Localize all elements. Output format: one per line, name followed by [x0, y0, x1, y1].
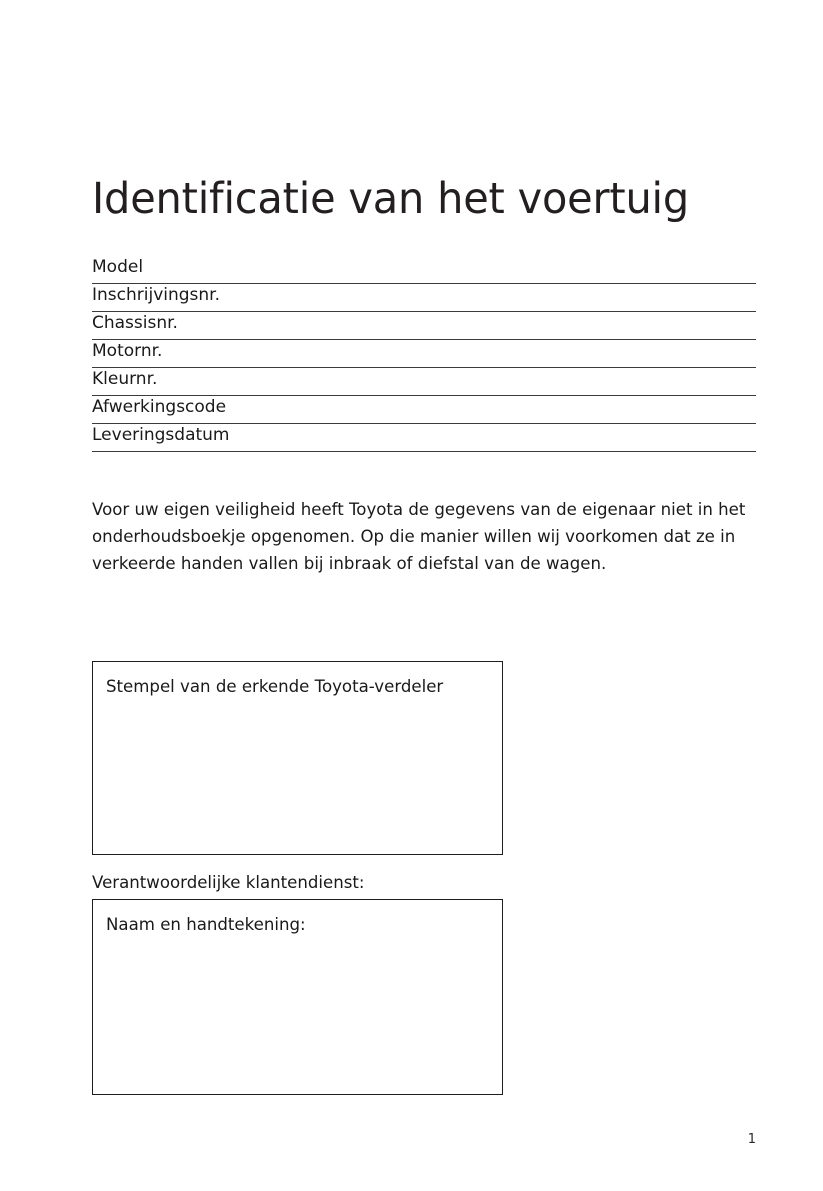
id-field-label-chassis-number: Chassisnr. [92, 313, 178, 333]
id-field-label-model: Model [92, 257, 144, 277]
customer-service-caption: Verantwoordelijke klantendienst: [92, 873, 365, 892]
id-field-row-colour-number[interactable] [92, 368, 756, 396]
id-field-label-delivery-date: Leveringsdatum [92, 425, 230, 445]
page-number: 1 [747, 1132, 756, 1147]
id-field-label-colour-number: Kleurnr. [92, 369, 158, 389]
vehicle-identification-field-list [92, 256, 756, 452]
id-field-row-delivery-date[interactable] [92, 424, 756, 452]
privacy-notice-paragraph: Voor uw eigen veiligheid heeft Toyota de gegevens van de eigenaar niet in het onderhoudsboekje opgenomen. Op die manier willen wij voorkomen dat ze in verkeerde handen vallen bij inbraak of diefstal van de wagen. [92, 499, 746, 573]
id-field-label-trim-code: Afwerkingscode [92, 397, 227, 417]
id-field-row-engine-number[interactable] [92, 340, 756, 368]
name-and-signature-box-label: Naam en handtekening: [106, 915, 306, 934]
id-field-label-engine-number: Motornr. [92, 341, 163, 361]
name-and-signature-box[interactable] [92, 899, 503, 1095]
id-field-row-model[interactable] [92, 256, 756, 284]
dealer-stamp-box[interactable] [92, 661, 503, 855]
id-field-row-trim-code[interactable] [92, 396, 756, 424]
page-title: Identificatie van het voertuig [92, 173, 690, 224]
id-field-label-registration-number: Inschrijvingsnr. [92, 285, 221, 305]
dealer-stamp-box-label: Stempel van de erkende Toyota-verdeler [106, 677, 444, 696]
id-field-row-registration-number[interactable] [92, 284, 756, 312]
id-field-row-chassis-number[interactable] [92, 312, 756, 340]
